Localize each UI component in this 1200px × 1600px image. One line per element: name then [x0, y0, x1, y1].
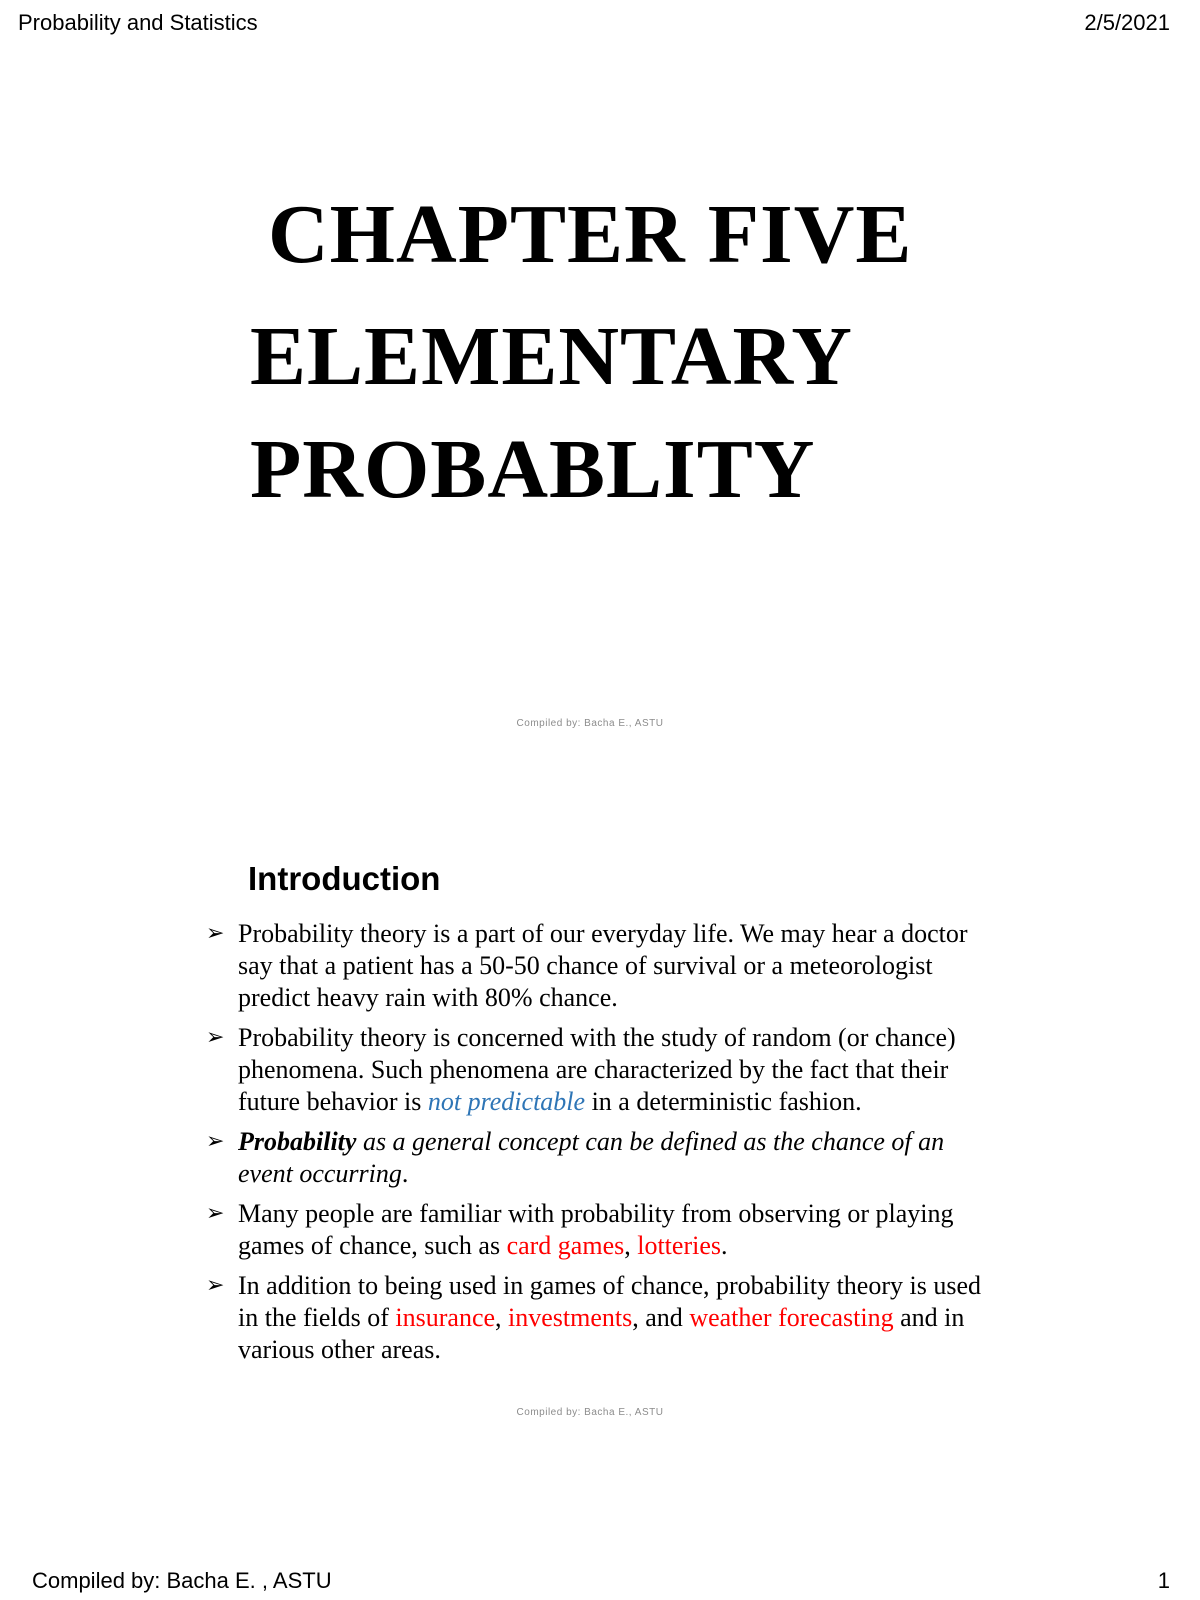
term-probability: Probability — [238, 1127, 357, 1156]
bullet-text: . — [401, 1159, 409, 1188]
arrow-bullet-icon: ➢ — [206, 1201, 225, 1226]
arrow-bullet-icon: ➢ — [206, 1129, 225, 1154]
bullet-text: and in various other areas. — [238, 1303, 965, 1364]
bullet-item — [206, 1198, 996, 1262]
page-number: 1 — [1157, 1568, 1170, 1593]
arrow-bullet-icon: ➢ — [206, 1025, 225, 1050]
highlight-text: investments — [508, 1303, 633, 1332]
bullet-item — [206, 1270, 996, 1366]
introduction-heading: Introduction — [248, 860, 441, 897]
bullet-text: , and — [632, 1303, 690, 1332]
bullet-text: Many people are familiar with probability from observing or playing games of chance, such as — [238, 1199, 954, 1260]
chapter-title-line-1: CHAPTER FIVE — [268, 188, 913, 281]
bullet-text: , — [624, 1231, 638, 1260]
slide-2-footer: Compiled by: Bacha E., ASTU — [516, 1407, 664, 1418]
definition-text: as a general concept can be defined as the chance of an event occurring — [238, 1127, 945, 1188]
header-date: 2/5/2021 — [1084, 10, 1170, 35]
bullet-text: in a deterministic fashion. — [585, 1087, 862, 1116]
highlight-text: card games — [506, 1231, 625, 1260]
arrow-bullet-icon: ➢ — [206, 921, 225, 946]
bullet-text: Probability theory is concerned with the study of random (or chance) phenomena. Such phenomena are characterized by the fact that their future behavior is — [238, 1023, 956, 1116]
bullet-item — [206, 1022, 996, 1118]
bullet-text: In addition to being used in games of chance, probability theory is used in the fields of — [238, 1271, 981, 1332]
bullet-text: Probability theory is a part of our everyday life. We may hear a doctor say that a patient has a 50-50 chance of survival or a meteorologist predict heavy rain with 80% chance. — [238, 919, 968, 1012]
highlight-text: lotteries — [637, 1231, 721, 1260]
header-title: Probability and Statistics — [18, 10, 258, 35]
bullet-text: . — [721, 1231, 728, 1260]
highlight-text: not predictable — [427, 1087, 586, 1116]
bullet-text: , — [495, 1303, 509, 1332]
chapter-title-line-3: PROBABLITY — [250, 423, 816, 516]
bullet-item — [206, 1126, 996, 1190]
chapter-title-line-2: ELEMENTARY — [250, 310, 853, 403]
highlight-text: weather forecasting — [689, 1303, 894, 1332]
introduction-bullet-list — [206, 918, 996, 1374]
page-footer-credit: Compiled by: Bacha E. , ASTU — [32, 1568, 332, 1593]
slide-1-footer: Compiled by: Bacha E., ASTU — [516, 718, 664, 729]
arrow-bullet-icon: ➢ — [206, 1273, 225, 1298]
highlight-text: insurance — [395, 1303, 496, 1332]
bullet-item — [206, 918, 996, 1014]
